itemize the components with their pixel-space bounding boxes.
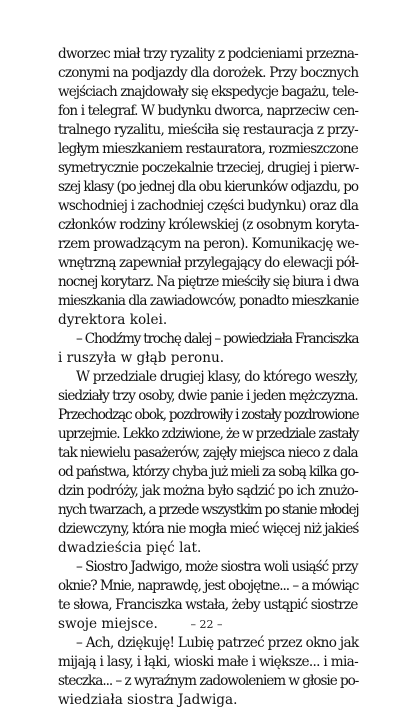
page-number: – 22 – — [190, 618, 223, 631]
text-line: nocnej korytarz. Na piętrze mieściły się biura i dwa — [58, 274, 359, 290]
text-line: dzin podróży, jak można było sądzić po ich znużo- — [58, 483, 358, 499]
text-line: mieszkania dla zawiadowców, ponadto mieszkanie — [58, 293, 359, 309]
paragraph-start-line: W przedziale drugiej klasy, do którego weszły, — [76, 369, 358, 385]
text-line: mijają i lasy, i łąki, wioski małe i większe... i mia- — [58, 654, 359, 670]
text-line: członków rodziny królewskiej (z osobnym koryta- — [58, 217, 359, 233]
text-line: i ruszyła w głąb peronu. — [58, 350, 225, 366]
text-line: wschodniej i zachodniej części budynku) oraz dla — [58, 198, 359, 214]
text-line: tralnego ryzalitu, mieściła się restauracja z przy- — [58, 122, 358, 138]
text-line: swoje miejsce. — [58, 616, 158, 632]
text-line: symetrycznie poczekalnie trzeciej, drugiej i pierw- — [58, 160, 359, 176]
text-line: szej klasy (po jednej dla obu kierunków odjazdu, po — [58, 179, 358, 195]
text-line: fon i telegraf. W budynku dworca, naprzeciw cen- — [58, 103, 359, 119]
text-line: czonymi na podjazdy dla dorożek. Przy bocznych — [58, 65, 359, 81]
text-line: steczka... – z wyraźnym zadowoleniem w głosie po- — [58, 673, 359, 689]
text-line: uprzejmie. Lekko zdziwione, że w przedziale zastały — [58, 426, 359, 442]
text-line: te słowa, Franciszka wstała, żeby ustąpić siostrze — [58, 597, 358, 613]
text-line: dziewczyny, która nie mogła mieć więcej niż jakieś — [58, 521, 359, 537]
text-line: wiedziała siostra Jadwiga. — [58, 692, 238, 708]
text-line: rzem prowadzącym na peron). Komunikację we- — [58, 236, 359, 252]
body-text — [58, 45, 358, 710]
text-line: dwadzieścia pięć lat. — [58, 540, 202, 556]
text-line: dworzec miał trzy ryzality z podcieniami przezna- — [58, 46, 358, 62]
text-line: tak niewielu pasażerów, zajęły miejsca nieco z dala — [58, 445, 358, 461]
paragraph-start-line: – Chodźmy trochę dalej – powiedziała Franciszka — [76, 331, 359, 347]
text-line: siedziały trzy osoby, dwie panie i jeden mężczyzna. — [58, 388, 358, 404]
text-line: wejściach znajdowały się ekspedycje bagażu, tele- — [58, 84, 358, 100]
text-line: nych twarzach, a przede wszystkim po stanie młodej — [58, 502, 359, 518]
paragraph-start-line: – Siostro Jadwigo, może siostra woli usiąść przy — [76, 559, 358, 575]
text-line: od państwa, którzy chyba już mieli za sobą kilka go- — [58, 464, 359, 480]
text-line: Przechodząc obok, pozdrowiły i zostały pozdrowione — [58, 407, 359, 423]
text-line: wnętrzną zapewniał przylegający do elewacji pół- — [58, 255, 359, 271]
text-line: dyrektora kolei. — [58, 312, 168, 328]
paragraph-start-line: – Ach, dziękuję! Lubię patrzeć przez okno jak — [76, 635, 359, 651]
text-line: ległym mieszkaniem restauratora, rozmieszczone — [58, 141, 358, 157]
text-line: oknie? Mnie, naprawdę, jest obojętne... – a mówiąc — [58, 578, 359, 594]
